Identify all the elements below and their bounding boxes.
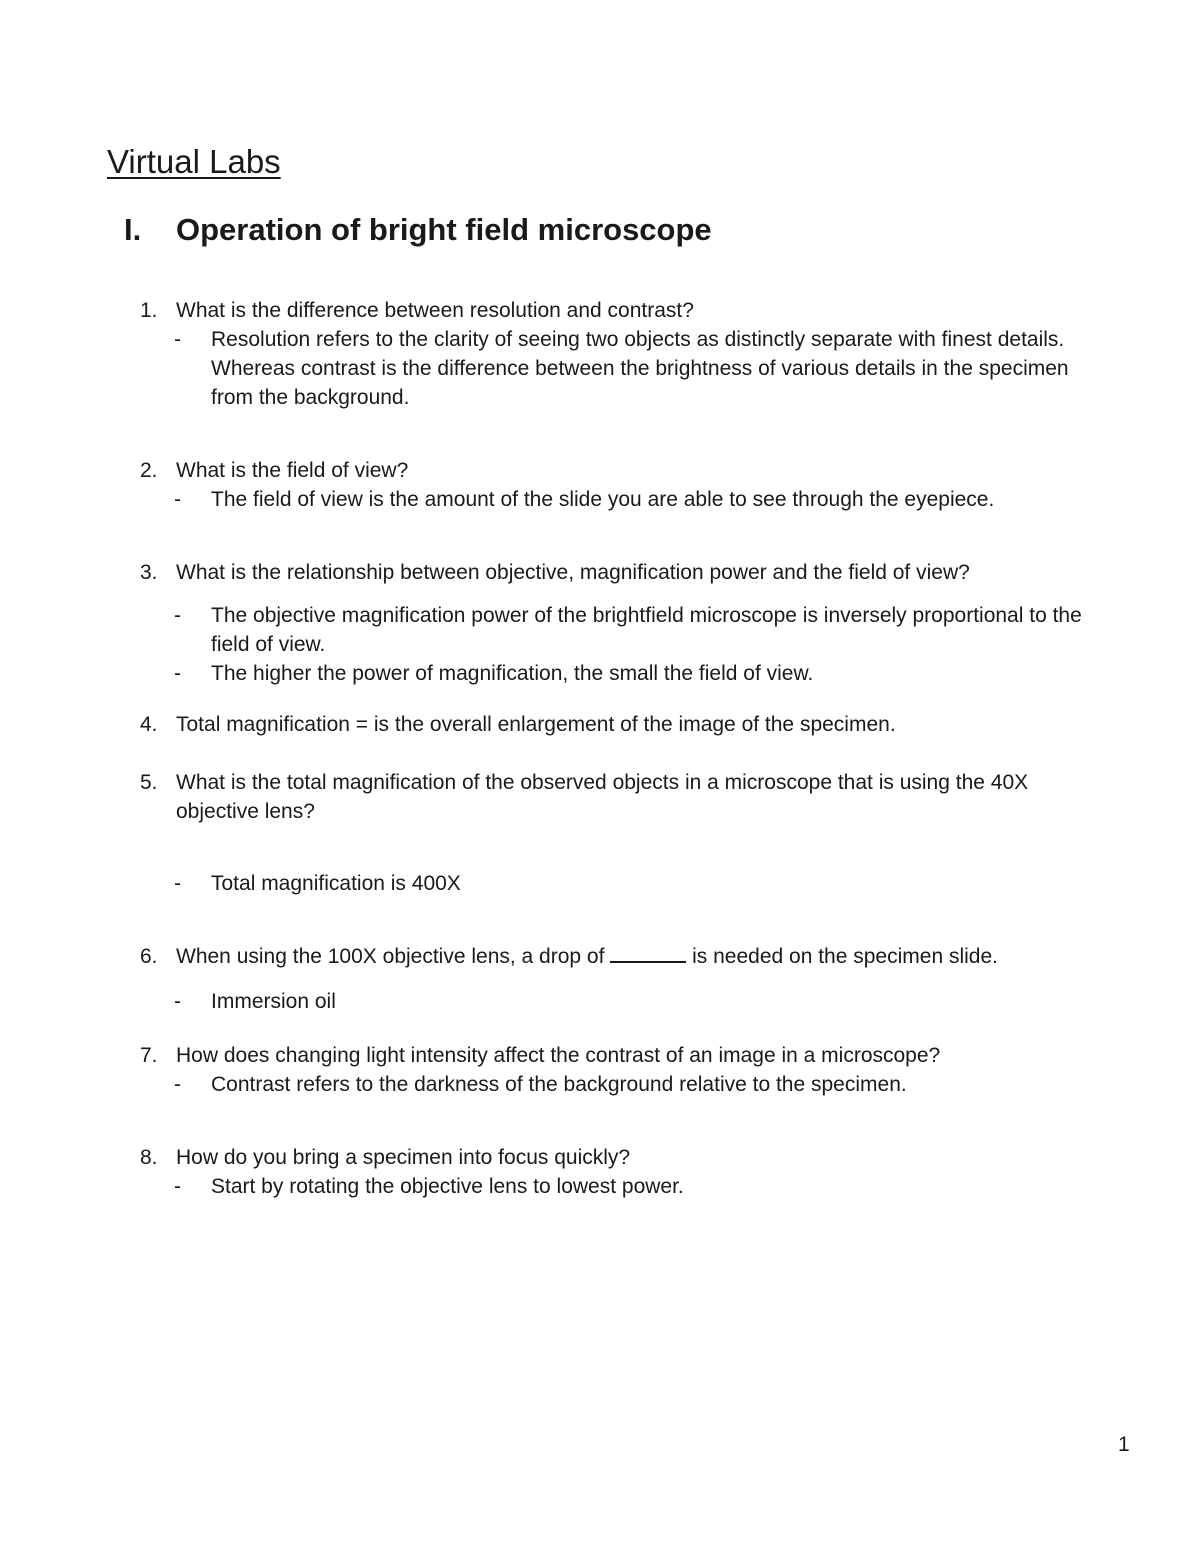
section-heading-text: Operation of bright field microscope xyxy=(176,212,712,247)
question-item-8 xyxy=(140,1143,1100,1201)
question-text xyxy=(176,942,1100,971)
answer-text: Start by rotating the objective lens to lowest power. xyxy=(211,1175,684,1198)
answer-text: Resolution refers to the clarity of seeing two objects as distinctly separate with finest details. Whereas contrast is the difference between the brightness of various details in the specimen from the background. xyxy=(211,328,1069,409)
answer-dash: - xyxy=(174,662,181,685)
question-text: What is the difference between resolution and contrast? xyxy=(176,299,694,322)
question-item-7 xyxy=(140,1041,1100,1099)
question-text-before-blank: When using the 100X objective lens, a drop of xyxy=(176,945,611,968)
section-numeral: I. xyxy=(124,212,142,247)
answer-item xyxy=(174,659,1100,688)
answer-dash: - xyxy=(174,328,181,351)
answer-dash: - xyxy=(174,1175,181,1198)
answer-dash: - xyxy=(174,604,181,627)
answer-text: Total magnification is 400X xyxy=(211,872,461,895)
answer-item xyxy=(174,987,1100,1016)
answer-dash: - xyxy=(174,990,181,1013)
answer-dash: - xyxy=(174,1073,181,1096)
answer-text: The higher the power of magnification, the small the field of view. xyxy=(211,662,814,685)
document-title: Virtual Labs xyxy=(107,143,281,180)
question-number: 4. xyxy=(140,713,158,736)
page-number: 1 xyxy=(1118,1433,1130,1456)
answer-item xyxy=(174,1172,1100,1201)
question-number: 8. xyxy=(140,1146,158,1169)
answer-text: The field of view is the amount of the slide you are able to see through the eyepiece. xyxy=(211,488,995,511)
answer-item xyxy=(174,485,1100,514)
question-text: Total magnification = is the overall enlargement of the image of the specimen. xyxy=(176,713,896,736)
question-item-3 xyxy=(140,558,1100,688)
question-item-1 xyxy=(140,296,1100,412)
question-item-2 xyxy=(140,456,1100,514)
question-text: What is the field of view? xyxy=(176,459,409,482)
answer-text: Immersion oil xyxy=(211,990,336,1013)
question-number: 6. xyxy=(140,945,158,968)
answer-text: The objective magnification power of the brightfield microscope is inversely proportional to the field of view. xyxy=(211,604,1082,656)
answer-dash: - xyxy=(174,488,181,511)
answer-item xyxy=(174,325,1100,412)
question-text-after-blank: is needed on the specimen slide. xyxy=(686,945,998,968)
question-text: What is the total magnification of the observed objects in a microscope that is using the 40X objective lens? xyxy=(176,771,1029,823)
question-number: 5. xyxy=(140,771,158,794)
fill-in-blank xyxy=(610,943,686,963)
section-heading xyxy=(124,208,712,252)
question-number: 3. xyxy=(140,561,158,584)
question-item-4 xyxy=(140,710,1100,739)
question-text: How does changing light intensity affect the contrast of an image in a microscope? xyxy=(176,1044,941,1067)
question-item-6 xyxy=(140,942,1100,1016)
answer-dash: - xyxy=(174,872,181,895)
question-item-5 xyxy=(140,768,1100,898)
question-number: 1. xyxy=(140,299,158,322)
answer-item xyxy=(174,601,1100,659)
question-text: How do you bring a specimen into focus quickly? xyxy=(176,1146,631,1169)
answer-item xyxy=(174,1070,1100,1099)
question-number: 7. xyxy=(140,1044,158,1067)
answer-text: Contrast refers to the darkness of the background relative to the specimen. xyxy=(211,1073,907,1096)
answer-item xyxy=(174,869,1100,898)
question-number: 2. xyxy=(140,459,158,482)
question-text: What is the relationship between objective, magnification power and the field of view? xyxy=(176,561,970,584)
